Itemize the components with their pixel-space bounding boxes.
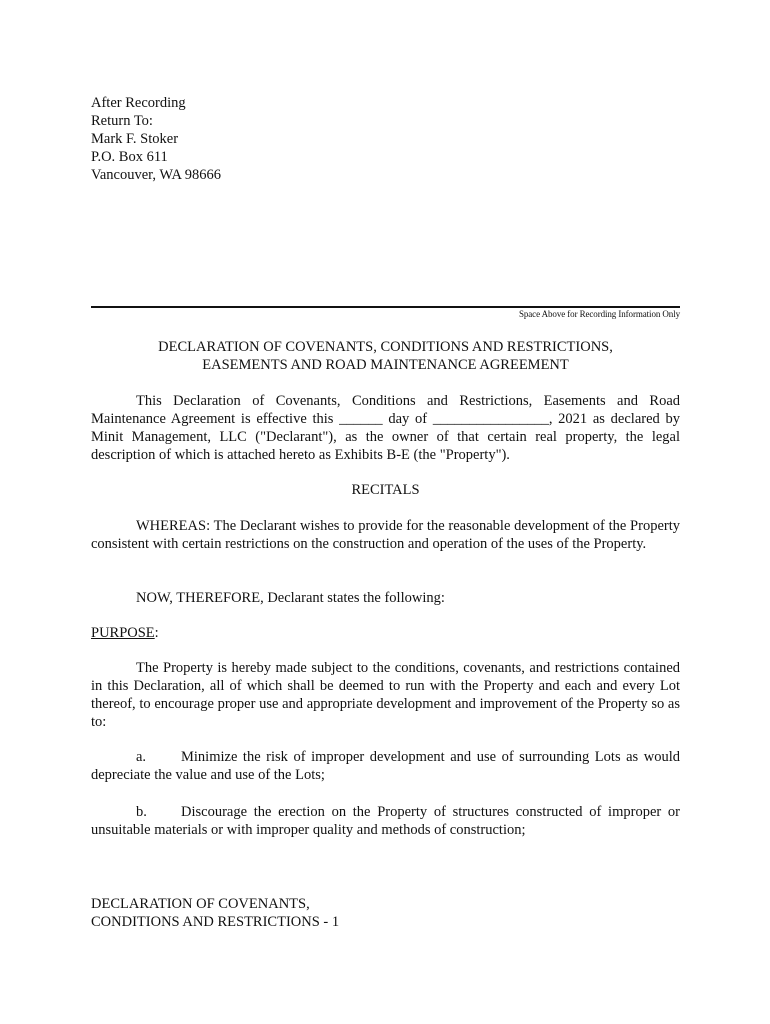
now-therefore-paragraph: NOW, THEREFORE, Declarant states the following: (136, 590, 445, 606)
return-address-line: After Recording (91, 95, 186, 111)
list-item (91, 748, 680, 784)
return-address-line: Vancouver, WA 98666 (91, 167, 222, 183)
return-address-line: Mark F. Stoker (91, 131, 179, 147)
title-line: EASEMENTS AND ROAD MAINTENANCE AGREEMENT (202, 357, 569, 373)
list-item-label: b. (136, 804, 147, 820)
return-address (91, 94, 680, 184)
list-item-label: a. (136, 749, 147, 765)
purpose-heading (91, 624, 680, 642)
page-footer (91, 895, 680, 931)
return-address-line: Return To: (91, 113, 153, 129)
purpose-heading-colon: : (154, 625, 159, 641)
footer-line: DECLARATION OF COVENANTS, (91, 896, 310, 912)
recording-note: Space Above for Recording Information Only (518, 309, 680, 319)
document-title (91, 338, 680, 374)
title-line: DECLARATION OF COVENANTS, CONDITIONS AND RESTRICTIONS, (158, 339, 613, 355)
list-item (91, 803, 680, 839)
whereas-paragraph: WHEREAS: The Declarant wishes to provide for the reasonable development of the Property consistent with certain restrictions on the construction and operation of the uses of the Property. (91, 518, 680, 552)
footer-line: CONDITIONS AND RESTRICTIONS - 1 (91, 914, 340, 930)
recitals-heading: RECITALS (351, 482, 420, 498)
intro-paragraph: This Declaration of Covenants, Conditions and Restrictions, Easements and Road Maintenance Agreement is effective this ______ day of ________________, 2021 as declared by Minit Management, LLC ("Declarant"), as the owner of that certain real property, the legal description of which is attached hereto as Exhibits B-E (the "Property"). (91, 393, 680, 463)
list-item-text: Discourage the erection on the Property of structures constructed of improper or unsuitable materials or with improper quality and methods of construction; (91, 804, 680, 838)
recording-divider (91, 306, 680, 308)
purpose-paragraph: The Property is hereby made subject to the conditions, covenants, and restrictions contained in this Declaration, all of which shall be deemed to run with the Property and each and every Lot thereof, to encourage proper use and appropriate development and improvement of the Property so as to: (91, 660, 680, 730)
list-item-text: Minimize the risk of improper development and use of surrounding Lots as would depreciate the value and use of the Lots; (91, 749, 680, 783)
return-address-line: P.O. Box 611 (91, 149, 168, 165)
purpose-heading-text: PURPOSE (91, 625, 155, 641)
